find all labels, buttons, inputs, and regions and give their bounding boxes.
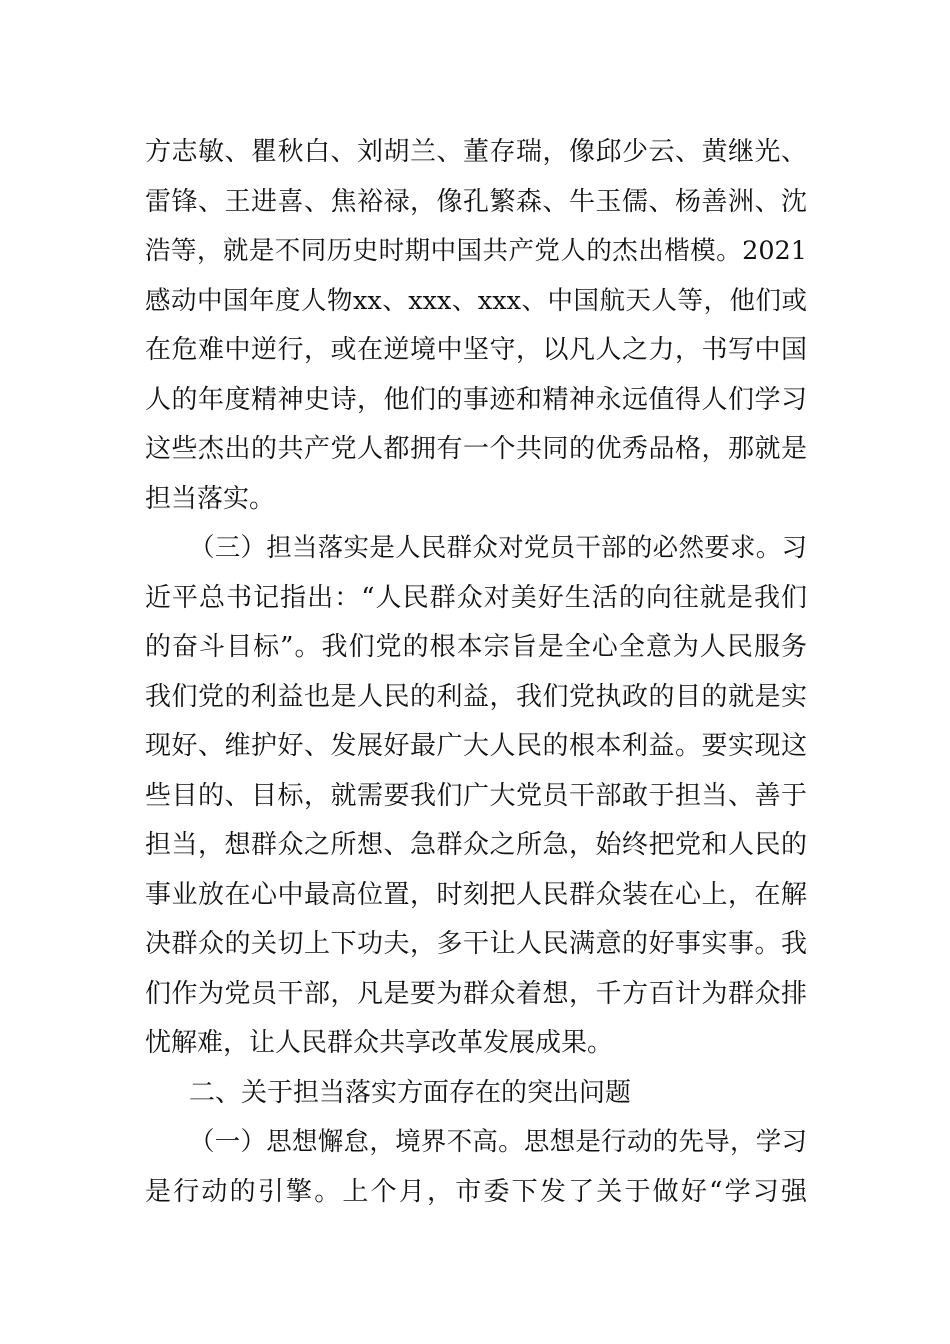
text-line: 近平总书记指出：“人民群众对美好生活的向往就是我们 xyxy=(145,582,807,613)
text-line: 感动中国年度人物xx、xxx、xxx、中国航天人等，他们或 xyxy=(145,285,807,316)
text-line: 担当落实。 xyxy=(145,483,276,514)
section-heading-two: 二、关于担当落实方面存在的突出问题 xyxy=(189,1077,632,1108)
text-line: 事业放在心中最高位置，时刻把人民群众装在心上，在解 xyxy=(145,879,807,910)
text-line: 担当，想群众之所想、急群众之所急，始终把党和人民的 xyxy=(145,830,807,860)
text-line: 人的年度精神史诗，他们的事迹和精神永远值得人们学习 xyxy=(145,384,807,415)
text-line: 现好、维护好、发展好最广大人民的根本利益。要实现这 xyxy=(145,731,807,761)
text-line: 雷锋、王进喜、焦裕禄，像孔繁森、牛玉儒、杨善洲、沈 xyxy=(145,186,807,217)
text-line: 方志敏、瞿秋白、刘胡兰、董存瑞，像邱少云、黄继光、 xyxy=(145,137,807,167)
text-line: 这些杰出的共产党人都拥有一个共同的优秀品格，那就是 xyxy=(145,434,807,464)
text-line: 忧解难，让人民群众共享改革发展成果。 xyxy=(145,1028,614,1058)
paragraph-heading-three: （三）担当落实是人民群众对党员干部的必然要求。习 xyxy=(189,533,807,563)
text-line: 些目的、目标，就需要我们广大党员干部敢于担当、善于 xyxy=(145,780,807,811)
body-text xyxy=(145,128,807,1217)
text-line: 浩等，就是不同历史时期中国共产党人的杰出楷模。2021 xyxy=(145,236,807,266)
paragraph-heading-one: （一）思想懈怠，境界不高。思想是行动的先导，学习 xyxy=(189,1127,807,1157)
text-line: 我们党的利益也是人民的利益，我们党执政的目的就是实 xyxy=(145,681,807,712)
text-line: 决群众的关切上下功夫，多干让人民满意的好事实事。我 xyxy=(145,929,807,959)
text-line: 们作为党员干部，凡是要为群众着想，千方百计为群众排 xyxy=(145,978,807,1009)
text-line: 是行动的引擎。上个月，市委下发了关于做好“学习强 xyxy=(145,1176,807,1207)
text-line: 的奋斗目标”。我们党的根本宗旨是全心全意为人民服务 xyxy=(145,632,807,662)
text-line: 在危难中逆行，或在逆境中坚守，以凡人之力，书写中国 xyxy=(145,335,807,365)
